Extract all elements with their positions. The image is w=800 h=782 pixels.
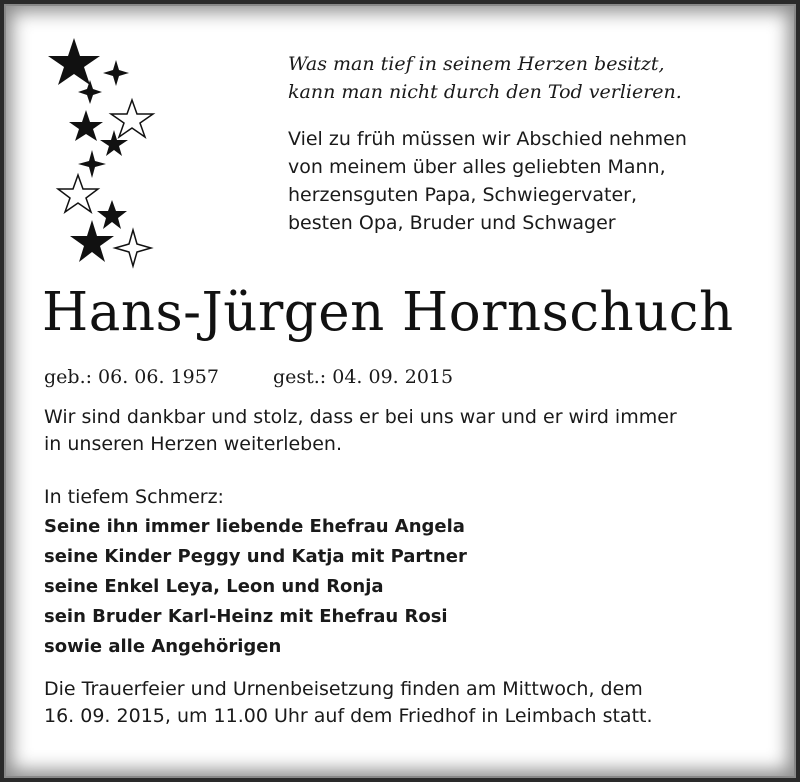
intro-line: von meinem über alles geliebten Mann, (288, 156, 666, 178)
intro-line: Viel zu früh müssen wir Abschied nehmen (288, 128, 687, 150)
deceased-name: Hans-Jürgen Hornschuch (42, 282, 734, 343)
funeral-info (44, 676, 784, 730)
mourner-entry: seine Enkel Leya, Leon und Ronja (44, 576, 384, 597)
stars-decoration-icon (40, 30, 170, 280)
gratitude-line: Wir sind dankbar und stolz, dass er bei uns war und er wird immer (44, 406, 677, 428)
mourners-heading: In tiefem Schmerz: (44, 486, 224, 508)
gratitude-line: in unseren Herzen weiterleben. (44, 433, 342, 455)
life-dates (44, 364, 453, 390)
funeral-line: 16. 09. 2015, um 11.00 Uhr auf dem Friedhof in Leimbach statt. (44, 705, 653, 727)
mourner-entry: sein Bruder Karl-Heinz mit Ehefrau Rosi (44, 606, 448, 627)
mourners-list (44, 482, 784, 662)
funeral-line: Die Trauerfeier und Urnenbeisetzung finden am Mittwoch, dem (44, 678, 643, 700)
mourner-entry: Seine ihn immer liebende Ehefrau Angela (44, 516, 465, 537)
quote-line: kann man nicht durch den Tod verlieren. (288, 81, 682, 103)
mourner-entry: seine Kinder Peggy und Katja mit Partner (44, 546, 467, 567)
intro-line: herzensguten Papa, Schwiegervater, (288, 184, 637, 206)
gratitude-text (44, 404, 784, 458)
quote-line: Was man tief in seinem Herzen besitzt, (288, 53, 665, 75)
death-date: gest.: 04. 09. 2015 (272, 366, 454, 388)
intro-line: besten Opa, Bruder und Schwager (288, 212, 616, 234)
birth-date: geb.: 06. 06. 1957 (44, 366, 219, 388)
intro-text (288, 125, 778, 237)
mourner-entry: sowie alle Angehörigen (44, 636, 282, 657)
quote (288, 50, 778, 106)
